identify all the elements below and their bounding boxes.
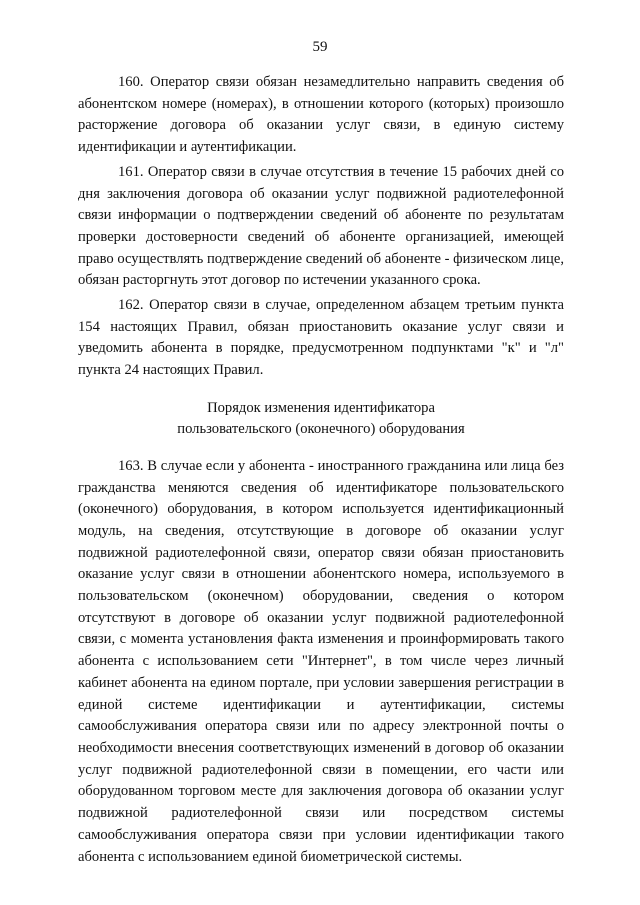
paragraph-160: 160. Оператор связи обязан незамедлительно направить сведения об абонентском номере (номерах), в отношении которого (которых) произошло расторжение договора об оказании услуг связи, в единую систему идентификации и аутентификации.: [78, 74, 564, 156]
section-heading-line-1: Порядок изменения идентификатора: [207, 399, 435, 416]
document-body: [78, 72, 564, 868]
paragraph-161: 161. Оператор связи в случае отсутствия в течение 15 рабочих дней со дня заключения договора об оказании услуг подвижной радиотелефонной связи информации о подтверждении сведений об абоненте по результатам проверки достоверности сведений об абоненте организацией, имеющей право осуществлять подтверждение сведений об абоненте - физическом лице, обязан расторгнуть этот договор по истечении указанного срока.: [78, 163, 564, 289]
paragraph-163: 163. В случае если у абонента - иностранного гражданина или лица без гражданства меняются сведения об идентификаторе пользовательского (оконечного) оборудования, в котором используется идентификационный модуль, на сведения, отсутствующие в договоре об оказании услуг подвижной радиотелефонной связи, оператор связи обязан приостановить оказание услуг связи в отношении абонентского номера, используемого в пользовательском (оконечном) оборудовании, сведения о котором отсутствуют в договоре об оказании услуг подвижной радиотелефонной связи, с момента установления факта изменения и проинформировать такого абонента с использованием сети "Интернет", в том числе через личный кабинет абонента на едином портале, при условии завершения регистрации в единой системе идентификации и аутентификации, системы самообслуживания оператора связи или по адресу электронной почты о необходимости внесения соответствующих изменений в договор об оказании услуг подвижной радиотелефонной связи в помещении, его части или оборудованном торговом месте для заключения договора об оказании услуг подвижной радиотелефонной связи или посредством системы самообслуживания оператора связи при условии идентификации такого абонента с использованием единой биометрической системы.: [78, 457, 564, 865]
section-heading-line-2: пользовательского (оконечного) оборудования: [177, 420, 465, 437]
section-heading: [78, 398, 564, 440]
page-number: 59: [312, 39, 328, 55]
paragraph-162: 162. Оператор связи в случае, определенном абзацем третьим пункта 154 настоящих Правил, обязан приостановить оказание услуг связи и уведомить абонента в порядке, предусмотренном подпунктами "к" и "л" пункта 24 настоящих Правил.: [78, 297, 564, 379]
